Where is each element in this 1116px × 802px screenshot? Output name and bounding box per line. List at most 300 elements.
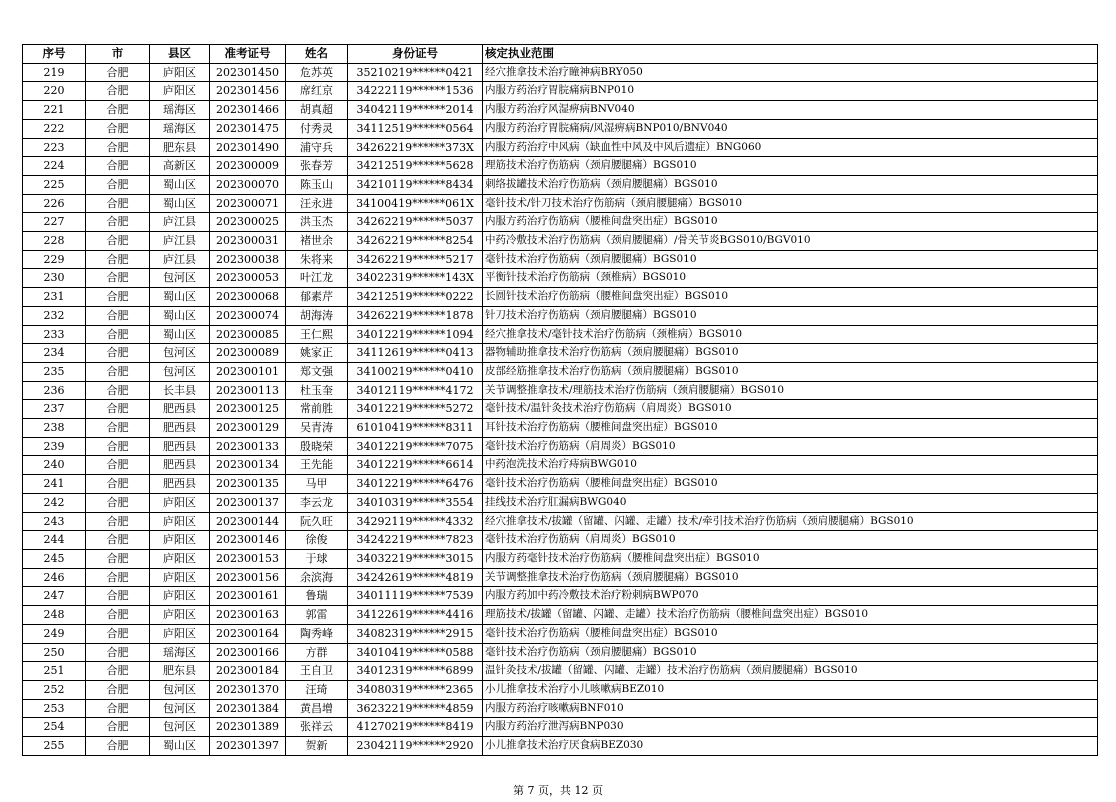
cell-exam-number: 202300085 (210, 325, 286, 344)
cell-id-number: 34262219******1878 (348, 306, 483, 325)
table-row (23, 475, 1098, 494)
cell-serial: 236 (23, 381, 86, 400)
cell-city: 合肥 (86, 493, 150, 512)
cell-serial: 240 (23, 456, 86, 475)
cell-serial: 248 (23, 606, 86, 625)
cell-exam-number: 202300009 (210, 157, 286, 176)
cell-district: 蜀山区 (150, 175, 210, 194)
cell-exam-number: 202300113 (210, 381, 286, 400)
cell-city: 合肥 (86, 325, 150, 344)
table-row (23, 531, 1098, 550)
cell-id-number: 34210119******8434 (348, 175, 483, 194)
cell-district: 包河区 (150, 269, 210, 288)
cell-practice-scope: 内服方药治疗咳嗽病BNF010 (483, 699, 1098, 718)
cell-id-number: 34012319******6899 (348, 662, 483, 681)
cell-serial: 239 (23, 437, 86, 456)
cell-city: 合肥 (86, 344, 150, 363)
cell-district: 庐阳区 (150, 493, 210, 512)
cell-id-number: 34022319******143X (348, 269, 483, 288)
cell-exam-number: 202300134 (210, 456, 286, 475)
cell-id-number: 34012219******6476 (348, 475, 483, 494)
header-serial: 序号 (23, 45, 86, 64)
cell-district: 庐阳区 (150, 82, 210, 101)
table-body (23, 63, 1098, 755)
cell-city: 合肥 (86, 82, 150, 101)
cell-district: 庐阳区 (150, 624, 210, 643)
cell-city: 合肥 (86, 699, 150, 718)
cell-district: 瑶海区 (150, 101, 210, 120)
table-row (23, 718, 1098, 737)
table-row (23, 157, 1098, 176)
cell-name: 王仁熙 (286, 325, 348, 344)
cell-exam-number: 202300031 (210, 232, 286, 251)
cell-city: 合肥 (86, 512, 150, 531)
cell-city: 合肥 (86, 381, 150, 400)
cell-exam-number: 202300146 (210, 531, 286, 550)
cell-exam-number: 202300184 (210, 662, 286, 681)
cell-district: 肥东县 (150, 662, 210, 681)
page-footer: 第 7 页，共 12 页 (513, 784, 603, 797)
cell-serial: 247 (23, 587, 86, 606)
cell-practice-scope: 小儿推拿技术治疗小儿咳嗽病BEZ010 (483, 680, 1098, 699)
cell-district: 庐阳区 (150, 606, 210, 625)
cell-serial: 249 (23, 624, 86, 643)
cell-serial: 224 (23, 157, 86, 176)
cell-id-number: 34222119******1536 (348, 82, 483, 101)
cell-district: 蜀山区 (150, 306, 210, 325)
cell-id-number: 34042119******2014 (348, 101, 483, 120)
cell-serial: 252 (23, 680, 86, 699)
cell-name: 于球 (286, 549, 348, 568)
cell-exam-number: 202300025 (210, 213, 286, 232)
cell-id-number: 34100219******0410 (348, 362, 483, 381)
cell-city: 合肥 (86, 587, 150, 606)
cell-serial: 231 (23, 288, 86, 307)
cell-serial: 254 (23, 718, 86, 737)
cell-name: 汪永进 (286, 194, 348, 213)
cell-id-number: 34032219******3015 (348, 549, 483, 568)
cell-city: 合肥 (86, 101, 150, 120)
table-row (23, 362, 1098, 381)
cell-district: 蜀山区 (150, 325, 210, 344)
cell-serial: 220 (23, 82, 86, 101)
cell-name: 常前胜 (286, 400, 348, 419)
header-id-number: 身份证号 (348, 45, 483, 64)
cell-exam-number: 202301397 (210, 737, 286, 756)
cell-name: 马甲 (286, 475, 348, 494)
cell-city: 合肥 (86, 175, 150, 194)
cell-serial: 230 (23, 269, 86, 288)
cell-practice-scope: 毫针技术/针刀技术治疗伤筋病（颈肩腰腿痛）BGS010 (483, 194, 1098, 213)
cell-city: 合肥 (86, 213, 150, 232)
table-row (23, 101, 1098, 120)
cell-city: 合肥 (86, 232, 150, 251)
cell-serial: 232 (23, 306, 86, 325)
cell-id-number: 34082319******2915 (348, 624, 483, 643)
table-row (23, 737, 1098, 756)
cell-practice-scope: 内服方药加中药冷敷技术治疗粉刺病BWP070 (483, 587, 1098, 606)
cell-id-number: 34122619******4416 (348, 606, 483, 625)
cell-district: 包河区 (150, 344, 210, 363)
cell-exam-number: 202301475 (210, 119, 286, 138)
cell-city: 合肥 (86, 419, 150, 438)
table-row (23, 269, 1098, 288)
cell-exam-number: 202301389 (210, 718, 286, 737)
cell-exam-number: 202300089 (210, 344, 286, 363)
cell-district: 肥东县 (150, 138, 210, 157)
cell-serial: 226 (23, 194, 86, 213)
table-row (23, 344, 1098, 363)
cell-serial: 246 (23, 568, 86, 587)
cell-city: 合肥 (86, 643, 150, 662)
cell-id-number: 34262219******5037 (348, 213, 483, 232)
cell-city: 合肥 (86, 624, 150, 643)
cell-practice-scope: 毫针技术治疗伤筋病（肩周炎）BGS010 (483, 531, 1098, 550)
cell-name: 汪琦 (286, 680, 348, 699)
table-row (23, 119, 1098, 138)
cell-serial: 223 (23, 138, 86, 157)
table-row (23, 624, 1098, 643)
header-practice-scope: 核定执业范围 (483, 45, 1098, 64)
cell-district: 庐江县 (150, 250, 210, 269)
cell-practice-scope: 内服方药治疗伤筋病（腰椎间盘突出症）BGS010 (483, 213, 1098, 232)
cell-practice-scope: 经穴推拿技术/毫针技术治疗伤筋病（颈椎病）BGS010 (483, 325, 1098, 344)
cell-name: 阮久旺 (286, 512, 348, 531)
table-row (23, 456, 1098, 475)
table-row (23, 568, 1098, 587)
cell-practice-scope: 毫针技术/温针灸技术治疗伤筋病（肩周炎）BGS010 (483, 400, 1098, 419)
cell-name: 王自卫 (286, 662, 348, 681)
table-row (23, 213, 1098, 232)
cell-district: 庐阳区 (150, 512, 210, 531)
cell-practice-scope: 理筋技术治疗伤筋病（颈肩腰腿痛）BGS010 (483, 157, 1098, 176)
cell-id-number: 34012119******4172 (348, 381, 483, 400)
cell-serial: 243 (23, 512, 86, 531)
cell-id-number: 34010319******3554 (348, 493, 483, 512)
cell-name: 胡海涛 (286, 306, 348, 325)
cell-district: 肥西县 (150, 456, 210, 475)
cell-serial: 228 (23, 232, 86, 251)
table-row (23, 306, 1098, 325)
cell-practice-scope: 内服方药治疗泄泻病BNP030 (483, 718, 1098, 737)
table-row (23, 587, 1098, 606)
cell-serial: 251 (23, 662, 86, 681)
cell-serial: 221 (23, 101, 86, 120)
table-row (23, 381, 1098, 400)
cell-id-number: 36232219******4859 (348, 699, 483, 718)
cell-serial: 250 (23, 643, 86, 662)
cell-id-number: 41270219******8419 (348, 718, 483, 737)
cell-city: 合肥 (86, 400, 150, 419)
cell-practice-scope: 小儿推拿技术治疗厌食病BEZ030 (483, 737, 1098, 756)
table-row (23, 419, 1098, 438)
cell-exam-number: 202301384 (210, 699, 286, 718)
table-row (23, 493, 1098, 512)
cell-exam-number: 202300129 (210, 419, 286, 438)
cell-city: 合肥 (86, 437, 150, 456)
cell-exam-number: 202300053 (210, 269, 286, 288)
cell-district: 庐阳区 (150, 549, 210, 568)
cell-district: 蜀山区 (150, 194, 210, 213)
cell-exam-number: 202300125 (210, 400, 286, 419)
cell-district: 蜀山区 (150, 288, 210, 307)
cell-name: 余滨海 (286, 568, 348, 587)
cell-name: 洪玉杰 (286, 213, 348, 232)
table-row (23, 288, 1098, 307)
cell-practice-scope: 毫针技术治疗伤筋病（颈肩腰腿痛）BGS010 (483, 643, 1098, 662)
cell-serial: 235 (23, 362, 86, 381)
cell-practice-scope: 平衡针技术治疗伤筋病（颈椎病）BGS010 (483, 269, 1098, 288)
cell-city: 合肥 (86, 680, 150, 699)
cell-district: 长丰县 (150, 381, 210, 400)
table-row (23, 325, 1098, 344)
table-row (23, 400, 1098, 419)
cell-name: 郭雷 (286, 606, 348, 625)
cell-district: 瑶海区 (150, 119, 210, 138)
cell-practice-scope: 耳针技术治疗伤筋病（腰椎间盘突出症）BGS010 (483, 419, 1098, 438)
table-row (23, 250, 1098, 269)
cell-city: 合肥 (86, 737, 150, 756)
cell-city: 合肥 (86, 718, 150, 737)
cell-name: 席红京 (286, 82, 348, 101)
cell-district: 包河区 (150, 680, 210, 699)
cell-name: 浦守兵 (286, 138, 348, 157)
cell-id-number: 34292119******4332 (348, 512, 483, 531)
cell-exam-number: 202300166 (210, 643, 286, 662)
cell-id-number: 34012219******1094 (348, 325, 483, 344)
table-row (23, 437, 1098, 456)
cell-exam-number: 202301370 (210, 680, 286, 699)
table-header (23, 45, 1098, 64)
cell-name: 王先能 (286, 456, 348, 475)
cell-practice-scope: 毫针技术治疗伤筋病（腰椎间盘突出症）BGS010 (483, 624, 1098, 643)
cell-name: 危苏英 (286, 63, 348, 82)
cell-practice-scope: 内服方药治疗胃脘痛病BNP010 (483, 82, 1098, 101)
cell-city: 合肥 (86, 475, 150, 494)
cell-practice-scope: 刺络拔罐技术治疗伤筋病（颈肩腰腿痛）BGS010 (483, 175, 1098, 194)
cell-exam-number: 202300144 (210, 512, 286, 531)
table-row (23, 138, 1098, 157)
cell-district: 庐阳区 (150, 531, 210, 550)
cell-practice-scope: 针刀技术治疗伤筋病（颈肩腰腿痛）BGS010 (483, 306, 1098, 325)
cell-practice-scope: 关节调整推拿技术/理筋技术治疗伤筋病（颈肩腰腿痛）BGS010 (483, 381, 1098, 400)
cell-serial: 238 (23, 419, 86, 438)
cell-practice-scope: 器物辅助推拿技术治疗伤筋病（颈肩腰腿痛）BGS010 (483, 344, 1098, 363)
cell-name: 胡真超 (286, 101, 348, 120)
cell-practice-scope: 内服方药治疗胃脘痛病/风湿痹病BNP010/BNV040 (483, 119, 1098, 138)
header-row (23, 45, 1098, 64)
cell-city: 合肥 (86, 306, 150, 325)
cell-exam-number: 202300071 (210, 194, 286, 213)
header-city: 市 (86, 45, 150, 64)
cell-serial: 234 (23, 344, 86, 363)
cell-id-number: 34112619******0413 (348, 344, 483, 363)
cell-serial: 233 (23, 325, 86, 344)
cell-serial: 242 (23, 493, 86, 512)
cell-practice-scope: 内服方药治疗中风病（缺血性中风及中风后遗症）BNG060 (483, 138, 1098, 157)
cell-name: 陶秀峰 (286, 624, 348, 643)
cell-city: 合肥 (86, 194, 150, 213)
cell-exam-number: 202300133 (210, 437, 286, 456)
cell-name: 李云龙 (286, 493, 348, 512)
cell-serial: 255 (23, 737, 86, 756)
cell-district: 瑶海区 (150, 643, 210, 662)
cell-city: 合肥 (86, 531, 150, 550)
cell-id-number: 34262219******8254 (348, 232, 483, 251)
cell-city: 合肥 (86, 138, 150, 157)
cell-id-number: 34012219******6614 (348, 456, 483, 475)
cell-practice-scope: 温针灸技术/拔罐（留罐、闪罐、走罐）技术治疗伤筋病（颈肩腰腿痛）BGS010 (483, 662, 1098, 681)
cell-name: 朱将来 (286, 250, 348, 269)
cell-id-number: 34212519******5628 (348, 157, 483, 176)
cell-id-number: 34242219******7823 (348, 531, 483, 550)
cell-practice-scope: 挂线技术治疗肛漏病BWG040 (483, 493, 1098, 512)
cell-practice-scope: 内服方药毫针技术治疗伤筋病（腰椎间盘突出症）BGS010 (483, 549, 1098, 568)
cell-id-number: 34242619******4819 (348, 568, 483, 587)
cell-name: 陈玉山 (286, 175, 348, 194)
cell-id-number: 34112519******0564 (348, 119, 483, 138)
cell-exam-number: 202300101 (210, 362, 286, 381)
cell-practice-scope: 理筋技术/拔罐（留罐、闪罐、走罐）技术治疗伤筋病（腰椎间盘突出症）BGS010 (483, 606, 1098, 625)
table-row (23, 63, 1098, 82)
cell-exam-number: 202301450 (210, 63, 286, 82)
cell-practice-scope: 中药泡洗技术治疗痔病BWG010 (483, 456, 1098, 475)
cell-district: 庐阳区 (150, 587, 210, 606)
cell-city: 合肥 (86, 568, 150, 587)
cell-serial: 219 (23, 63, 86, 82)
cell-practice-scope: 经穴推拿技术治疗瞳神病BRY050 (483, 63, 1098, 82)
cell-practice-scope: 中药冷敷技术治疗伤筋病（颈肩腰腿痛）/骨关节炎BGS010/BGV010 (483, 232, 1098, 251)
cell-serial: 245 (23, 549, 86, 568)
cell-practice-scope: 内服方药治疗风湿痹病BNV040 (483, 101, 1098, 120)
cell-city: 合肥 (86, 157, 150, 176)
cell-district: 肥西县 (150, 475, 210, 494)
cell-id-number: 34262219******5217 (348, 250, 483, 269)
cell-serial: 253 (23, 699, 86, 718)
table-row (23, 680, 1098, 699)
cell-practice-scope: 毫针技术治疗伤筋病（颈肩腰腿痛）BGS010 (483, 250, 1098, 269)
cell-district: 肥西县 (150, 419, 210, 438)
cell-district: 庐阳区 (150, 63, 210, 82)
cell-district: 肥西县 (150, 400, 210, 419)
cell-serial: 237 (23, 400, 86, 419)
cell-practice-scope: 经穴推拿技术/拔罐（留罐、闪罐、走罐）技术/牵引技术治疗伤筋病（颈肩腰腿痛）BGS010 (483, 512, 1098, 531)
cell-name: 贺新 (286, 737, 348, 756)
cell-id-number: 34100419******061X (348, 194, 483, 213)
cell-exam-number: 202300161 (210, 587, 286, 606)
cell-name: 张春芳 (286, 157, 348, 176)
cell-exam-number: 202300163 (210, 606, 286, 625)
cell-city: 合肥 (86, 250, 150, 269)
cell-name: 吴青涛 (286, 419, 348, 438)
cell-name: 方群 (286, 643, 348, 662)
cell-id-number: 34262219******373X (348, 138, 483, 157)
cell-serial: 241 (23, 475, 86, 494)
cell-exam-number: 202300153 (210, 549, 286, 568)
cell-serial: 225 (23, 175, 86, 194)
cell-district: 高新区 (150, 157, 210, 176)
cell-city: 合肥 (86, 362, 150, 381)
cell-practice-scope: 长圆针技术治疗伤筋病（腰椎间盘突出症）BGS010 (483, 288, 1098, 307)
table-row (23, 82, 1098, 101)
header-exam-number: 准考证号 (210, 45, 286, 64)
cell-practice-scope: 关节调整推拿技术治疗伤筋病（颈肩腰腿痛）BGS010 (483, 568, 1098, 587)
table-row (23, 699, 1098, 718)
cell-id-number: 34010419******0588 (348, 643, 483, 662)
cell-serial: 227 (23, 213, 86, 232)
cell-name: 黄昌增 (286, 699, 348, 718)
cell-id-number: 34212519******0222 (348, 288, 483, 307)
cell-district: 庐江县 (150, 232, 210, 251)
cell-district: 包河区 (150, 699, 210, 718)
cell-name: 徐俊 (286, 531, 348, 550)
cell-practice-scope: 皮部经筋推拿技术治疗伤筋病（颈肩腰腿痛）BGS010 (483, 362, 1098, 381)
cell-id-number: 34012219******7075 (348, 437, 483, 456)
header-district: 县区 (150, 45, 210, 64)
table-row (23, 643, 1098, 662)
cell-district: 庐江县 (150, 213, 210, 232)
cell-name: 姚家正 (286, 344, 348, 363)
cell-city: 合肥 (86, 456, 150, 475)
cell-name: 付秀灵 (286, 119, 348, 138)
cell-exam-number: 202301490 (210, 138, 286, 157)
cell-id-number: 23042119******2920 (348, 737, 483, 756)
cell-city: 合肥 (86, 549, 150, 568)
cell-id-number: 61010419******8311 (348, 419, 483, 438)
cell-practice-scope: 毫针技术治疗伤筋病（腰椎间盘突出症）BGS010 (483, 475, 1098, 494)
cell-district: 庐阳区 (150, 568, 210, 587)
cell-serial: 229 (23, 250, 86, 269)
cell-name: 殷晓荣 (286, 437, 348, 456)
cell-city: 合肥 (86, 606, 150, 625)
cell-serial: 222 (23, 119, 86, 138)
cell-exam-number: 202301466 (210, 101, 286, 120)
table-row (23, 606, 1098, 625)
cell-exam-number: 202300137 (210, 493, 286, 512)
cell-serial: 244 (23, 531, 86, 550)
table-row (23, 549, 1098, 568)
table-row (23, 512, 1098, 531)
cell-exam-number: 202301456 (210, 82, 286, 101)
cell-city: 合肥 (86, 662, 150, 681)
cell-id-number: 34011119******7539 (348, 587, 483, 606)
cell-exam-number: 202300164 (210, 624, 286, 643)
cell-practice-scope: 毫针技术治疗伤筋病（肩周炎）BGS010 (483, 437, 1098, 456)
cell-exam-number: 202300074 (210, 306, 286, 325)
roster-table (22, 44, 1098, 756)
cell-name: 郑文强 (286, 362, 348, 381)
table-row (23, 175, 1098, 194)
cell-name: 郁素芹 (286, 288, 348, 307)
cell-id-number: 34080319******2365 (348, 680, 483, 699)
cell-name: 张祥云 (286, 718, 348, 737)
cell-city: 合肥 (86, 288, 150, 307)
cell-city: 合肥 (86, 119, 150, 138)
cell-name: 杜玉奎 (286, 381, 348, 400)
cell-id-number: 34012219******5272 (348, 400, 483, 419)
cell-district: 包河区 (150, 718, 210, 737)
cell-exam-number: 202300068 (210, 288, 286, 307)
table-row (23, 194, 1098, 213)
cell-city: 合肥 (86, 63, 150, 82)
cell-district: 蜀山区 (150, 737, 210, 756)
cell-id-number: 35210219******0421 (348, 63, 483, 82)
cell-district: 包河区 (150, 362, 210, 381)
cell-name: 鲁瑞 (286, 587, 348, 606)
cell-exam-number: 202300038 (210, 250, 286, 269)
cell-name: 褚世余 (286, 232, 348, 251)
cell-exam-number: 202300070 (210, 175, 286, 194)
